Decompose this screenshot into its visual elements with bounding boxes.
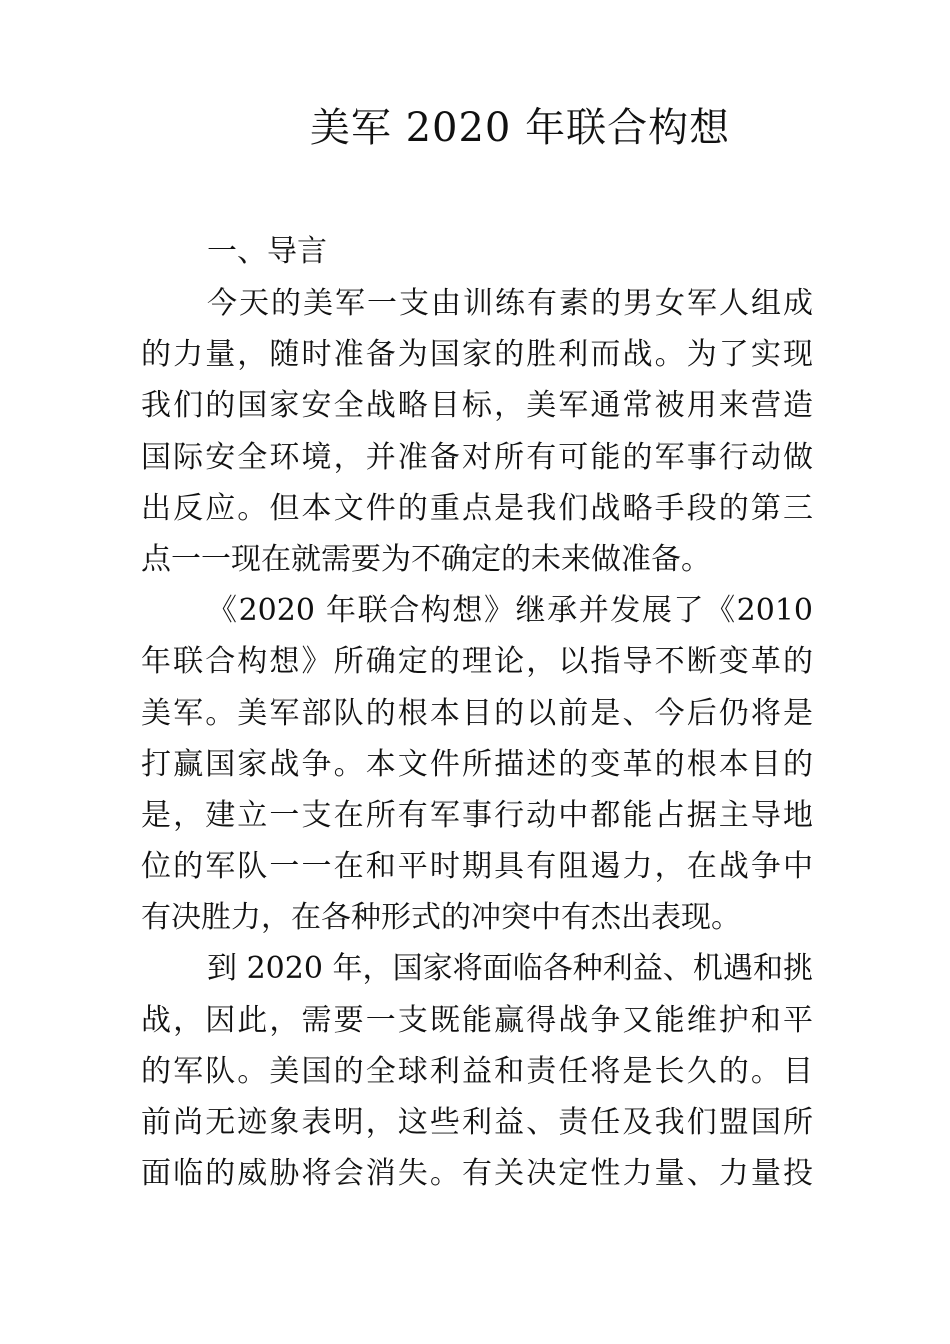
paragraph-line: 打赢国家战争。本文件所描述的变革的根本目的	[141, 746, 813, 782]
paragraph-line: 战，因此，需要一支既能赢得战争又能维护和平	[141, 1002, 813, 1038]
paragraph-line: 前尚无迹象表明，这些利益、责任及我们盟国所	[141, 1105, 813, 1140]
body-text	[141, 278, 813, 1199]
paragraph-line: 面临的威胁将会消失。有关决定性力量、力量投	[141, 1156, 813, 1192]
paragraph-line: 的军队。美国的全球利益和责任将是长久的。目	[141, 1053, 813, 1089]
paragraph-line: 位的军队一一在和平时期具有阻遏力，在战争中	[141, 849, 813, 885]
paragraph-line: 年联合构想》所确定的理论，以指导不断变革的	[141, 644, 813, 680]
paragraph-line: 国际安全环境，并准备对所有可能的军事行动做	[141, 439, 813, 475]
paragraph-line: 有决胜力，在各种形式的冲突中有杰出表现。	[141, 900, 741, 936]
paragraph-line: 美军。美军部队的根本目的以前是、今后仍将是	[141, 695, 813, 731]
paragraph-line: 的力量，随时准备为国家的胜利而战。为了实现	[141, 337, 813, 373]
section-heading: 一、导言	[207, 234, 327, 269]
paragraph-line: 《2020 年联合构想》继承并发展了《2010	[207, 593, 813, 629]
paragraph-line: 点一一现在就需要为不确定的未来做准备。	[141, 541, 711, 577]
paragraph-line: 出反应。但本文件的重点是我们战略手段的第三	[141, 490, 813, 526]
paragraph-line: 今天的美军一支由训练有素的男女军人组成	[207, 286, 813, 321]
paragraph-line: 我们的国家安全战略目标，美军通常被用来营造	[141, 388, 813, 424]
paragraph-line: 是，建立一支在所有军事行动中都能占据主导地	[141, 797, 813, 833]
paragraph-line: 到 2020 年，国家将面临各种利益、机遇和挑	[207, 951, 813, 987]
document-title: 美军 2020 年联合构想	[309, 105, 731, 151]
